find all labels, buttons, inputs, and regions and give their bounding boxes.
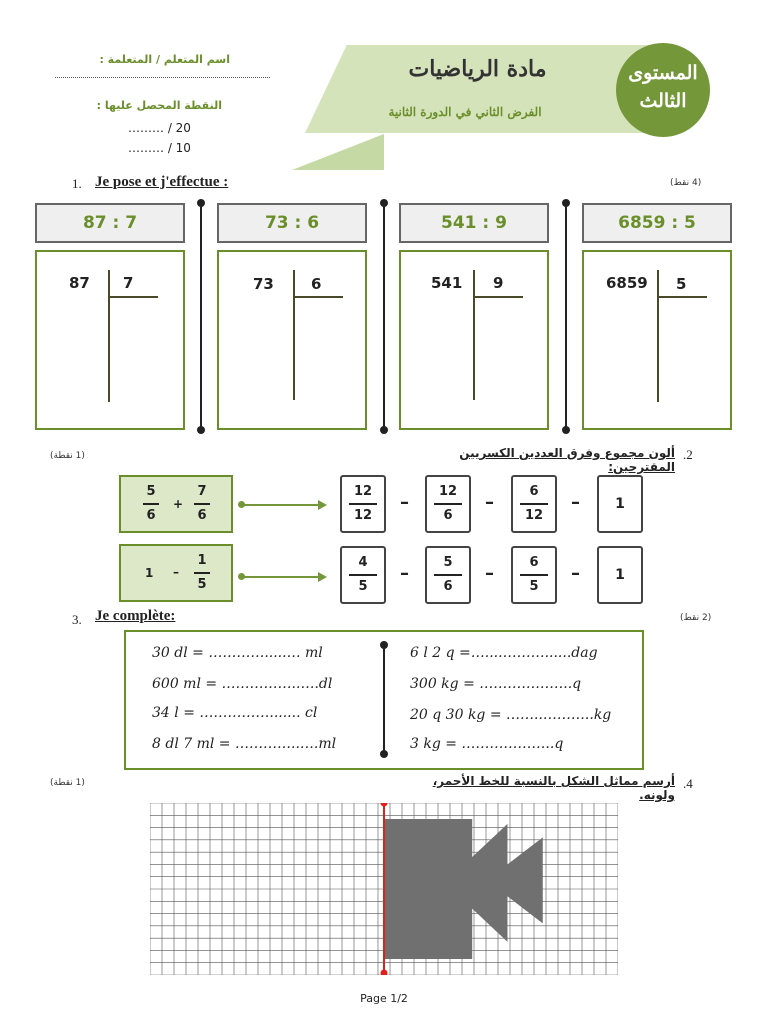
arrow-2-head — [318, 572, 327, 582]
level-line2: الثالث — [639, 90, 687, 112]
q4-title: أرسم مماثل الشكل بالنسبة للخط الأحمر، ولونه. — [432, 774, 675, 802]
sum-separator-2: – — [485, 492, 494, 513]
q1-title: Je pose et j'effectue : — [95, 174, 229, 190]
sum-expression-box — [119, 475, 233, 533]
division-4-expression: 6859 : 5 — [582, 203, 732, 243]
sum-fraction-b: 7 6 — [194, 483, 210, 525]
division-3-divisor: 9 — [493, 274, 504, 292]
q3-separator — [383, 645, 385, 754]
conversion-left-2[interactable]: 600 ml = ……………..….dl — [152, 676, 333, 692]
q4-number: .4 — [683, 776, 693, 791]
division-2-expression: 73 : 6 — [217, 203, 367, 243]
division-2-divisor: 6 — [311, 275, 322, 293]
division-4-vertical-bar — [657, 270, 659, 402]
axis-top-dot — [381, 803, 388, 807]
difference-fraction: 1 5 — [194, 552, 210, 594]
level-line1: المستوى — [628, 62, 698, 84]
arrow-1-head — [318, 500, 327, 510]
division-1-expression: 87 : 7 — [35, 203, 185, 243]
q1-points: (4 نقط) — [670, 178, 702, 188]
difference-choice-4[interactable]: 1 — [597, 546, 643, 604]
level-badge — [616, 43, 710, 137]
q2-title: ألون مجموع وفرق العددين الكسريين المقترحين: — [459, 446, 675, 474]
difference-operator: – — [173, 565, 179, 579]
conversion-right-4[interactable]: 3 kg = ………………..q — [410, 736, 564, 752]
difference-whole: 1 — [145, 566, 154, 580]
division-3-vertical-bar — [473, 270, 475, 400]
conversion-right-1[interactable]: 6 l 2 q =…....………......dag — [410, 645, 598, 661]
q3-number: 3. — [72, 612, 82, 627]
conversion-left-1[interactable]: 30 dl = ………….....… ml — [152, 645, 323, 661]
division-1-dividend: 87 — [69, 274, 90, 292]
division-4-workspace[interactable] — [582, 250, 732, 430]
sum-operator: + — [173, 497, 184, 511]
difference-choice-1[interactable]: 4 5 — [340, 546, 386, 604]
student-name-line[interactable] — [55, 77, 270, 78]
score-label: النقطة المحصل عليها : — [96, 99, 222, 112]
arrow-1-line — [242, 504, 320, 506]
division-2-vertical-bar — [293, 270, 295, 400]
conversion-right-3[interactable]: 20 q 30 kg = ……..………..kg — [410, 707, 612, 723]
difference-expression-box — [119, 544, 233, 602]
division-2-horizontal-bar — [293, 296, 343, 298]
header-banner-tail — [292, 134, 384, 170]
sum-separator-3: – — [571, 492, 580, 513]
subject-title: مادة الرياضيات — [408, 56, 547, 82]
q2-number: .2 — [683, 447, 693, 462]
division-1-vertical-bar — [108, 270, 110, 402]
division-3-horizontal-bar — [473, 296, 523, 298]
difference-choice-2[interactable]: 5 6 — [425, 546, 471, 604]
division-3-workspace[interactable] — [399, 250, 549, 430]
difference-choice-3[interactable]: 6 5 — [511, 546, 557, 604]
page-footer: Page 1/2 — [360, 992, 408, 1005]
difference-separator-3: – — [571, 563, 580, 584]
q2-points: (1 نقطة) — [50, 451, 85, 461]
q1-separator-1 — [200, 203, 202, 430]
division-3-expression: 541 : 9 — [399, 203, 549, 243]
sum-choice-4[interactable]: 1 — [597, 475, 643, 533]
sum-separator-1: – — [400, 492, 409, 513]
score-out-of-10: 10 / ……… — [128, 141, 191, 155]
q1-separator-3 — [565, 203, 567, 430]
division-1-divisor: 7 — [123, 274, 134, 292]
division-2-dividend: 73 — [253, 275, 274, 293]
division-2-workspace[interactable] — [217, 250, 367, 430]
sum-choice-3[interactable]: 6 12 — [511, 475, 557, 533]
division-4-dividend: 6859 — [606, 274, 648, 292]
difference-separator-2: – — [485, 563, 494, 584]
sum-choice-1[interactable]: 12 12 — [340, 475, 386, 533]
axis-bottom-dot — [381, 970, 388, 976]
symmetry-grid[interactable] — [150, 803, 618, 975]
sum-fraction-a: 5 6 — [143, 483, 159, 525]
conversion-right-2[interactable]: 300 kg = ………………..q — [410, 676, 582, 692]
division-1-workspace[interactable] — [35, 250, 185, 430]
exam-title: الفرض الثاني في الدورة الثانية — [388, 105, 542, 119]
q3-title: Je complète: — [95, 608, 176, 624]
q1-number: 1. — [72, 176, 82, 191]
division-1-horizontal-bar — [108, 296, 158, 298]
q3-points: (2 نقط) — [680, 613, 712, 623]
arrow-2-line — [242, 576, 320, 578]
q4-points: (1 نقطة) — [50, 778, 85, 788]
student-name-label: اسم المتعلم / المتعلمة : — [99, 53, 230, 66]
division-4-divisor: 5 — [676, 275, 687, 293]
sum-choice-2[interactable]: 12 6 — [425, 475, 471, 533]
conversion-left-4[interactable]: 8 dl 7 ml = …………..….ml — [152, 736, 337, 752]
score-out-of-20: 20 / ……… — [128, 121, 191, 135]
q1-separator-2 — [383, 203, 385, 430]
conversion-left-3[interactable]: 34 l = ……………....... cl — [152, 705, 318, 721]
division-4-horizontal-bar — [657, 296, 707, 298]
division-3-dividend: 541 — [431, 274, 463, 292]
difference-separator-1: – — [400, 563, 409, 584]
